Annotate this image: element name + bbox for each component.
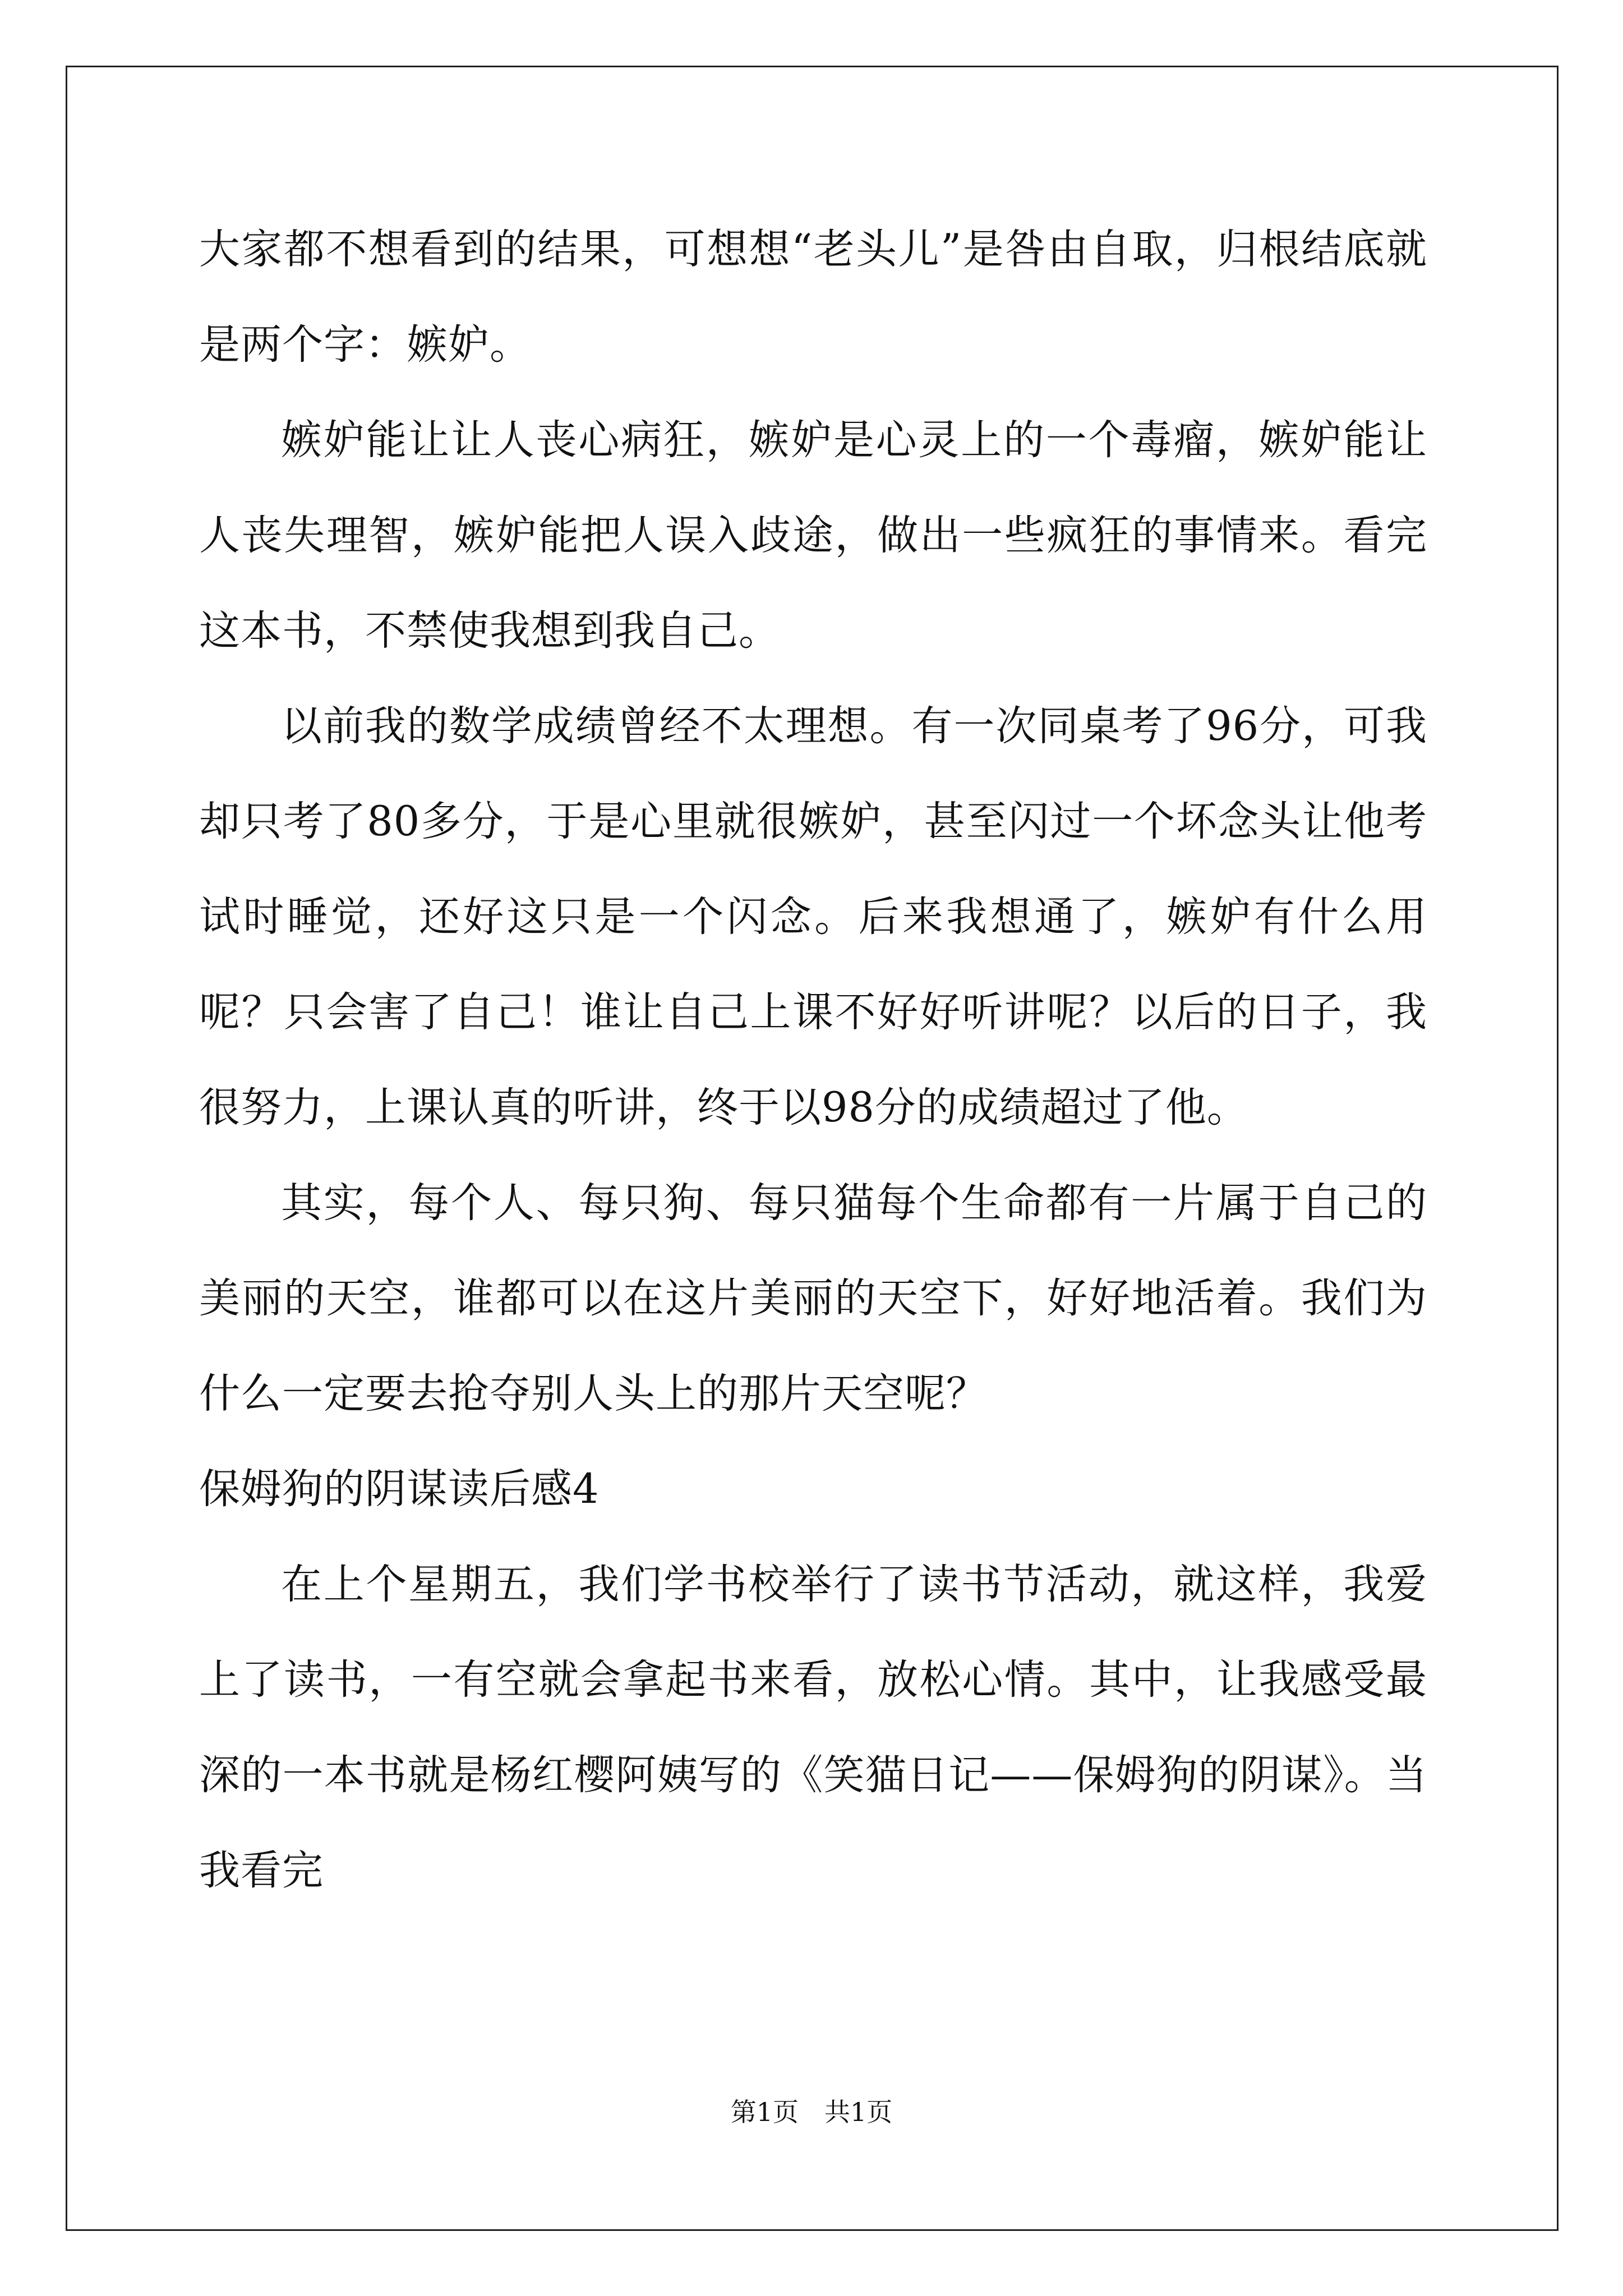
section-heading: 保姆狗的阴谋读后感4 <box>199 1465 600 1513</box>
paragraph: 其实，每个人、每只狗、每只猫每个生命都有一片属于自己的美丽的天空，谁都可以在这片美丽的天空下，好好地活着。我们为什么一定要去抢夺别人头上的那片天空呢？ <box>199 1179 1427 1418</box>
page-number-label: 第1页 共1页 <box>730 2097 893 2127</box>
document-body <box>199 202 1427 1918</box>
paragraph: 在上个星期五，我们学书校举行了读书节活动，就这样，我爱上了读书，一有空就会拿起书来看，放松心情。其中，让我感受最深的一本书就是杨红樱阿姨写的《笑猫日记——保姆狗的阴谋》。当我看完 <box>199 1561 1427 1894</box>
paragraph: 嫉妒能让让人丧心病狂，嫉妒是心灵上的一个毒瘤，嫉妒能让人丧失理智，嫉妒能把人误入歧途，做出一些疯狂的事情来。看完这本书，不禁使我想到我自己。 <box>199 416 1427 655</box>
paragraph: 以前我的数学成绩曾经不太理想。有一次同桌考了96分，可我却只考了80多分，于是心里就很嫉妒，甚至闪过一个坏念头让他考试时睡觉，还好这只是一个闪念。后来我想通了，嫉妒有什么用呢？只会害了自己！谁让自己上课不好好听讲呢？以后的日子，我很努力，上课认真的听讲，终于以98分的成绩超过了他。 <box>199 702 1427 1131</box>
page-footer <box>0 2095 1623 2129</box>
paragraph-continuation: 大家都不想看到的结果，可想想“老头儿”是咎由自取，归根结底就是两个字：嫉妒。 <box>199 226 1427 369</box>
